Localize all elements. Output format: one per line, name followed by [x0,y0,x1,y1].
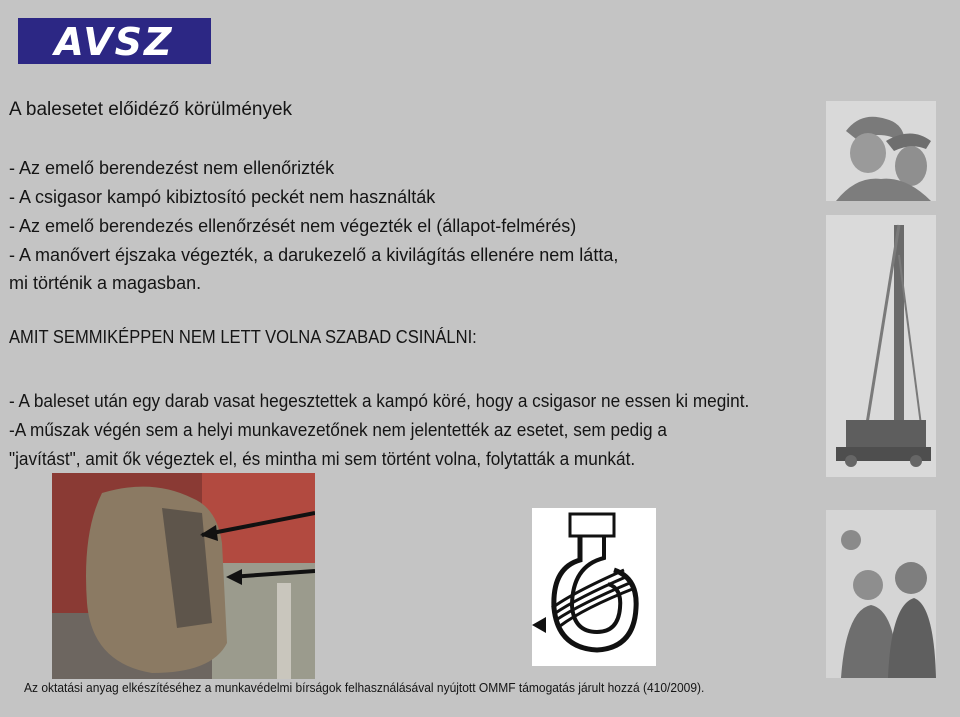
footer-note: Az oktatási anyag elkészítéséhez a munkavédelmi bírságok felhasználásával nyújtott OMMF támogatás járult hozzá (410/2009). [24,681,705,695]
logo-text: AVSZ [54,20,174,64]
avsz-logo [18,18,211,64]
drilling-rig-image [826,215,936,477]
warning-item: -A műszak végén sem a helyi munkavezetőnek nem jelentették az esetet, sem pedig a [9,419,667,440]
warning-title: AMIT SEMMIKÉPPEN NEM LETT VOLNA SZABAD CSINÁLNI: [9,327,477,347]
condition-item: - A manővert éjszaka végezték, a darukezelő a kivilágítás ellenére nem látta, [9,245,619,265]
condition-item: - Az emelő berendezést nem ellenőrizték [9,158,335,178]
conditions-list-continued [9,269,201,298]
condition-item: mi történik a magasban. [9,273,202,293]
warning-item: "javítást", amit ők végeztek el, és mintha mi sem történt volna, folytatták a munkát. [9,448,636,469]
warnings-list [9,386,805,473]
conditions-list [9,154,618,270]
condition-item: - A csigasor kampó kibiztosító peckét nem használták [9,187,436,207]
hook-accident-photo [52,473,315,679]
page-heading: A balesetet előidéző körülmények [9,99,293,120]
condition-item: - Az emelő berendezés ellenőrzését nem végezték el (állapot-felmérés) [9,216,577,236]
warning-item: - A baleset után egy darab vasat hegesztettek a kampó köré, hogy a csigasor ne essen ki megint. [9,390,750,411]
hook-diagram [532,508,656,666]
workers-helmet-image [826,101,936,201]
workers-group-image [826,510,936,678]
